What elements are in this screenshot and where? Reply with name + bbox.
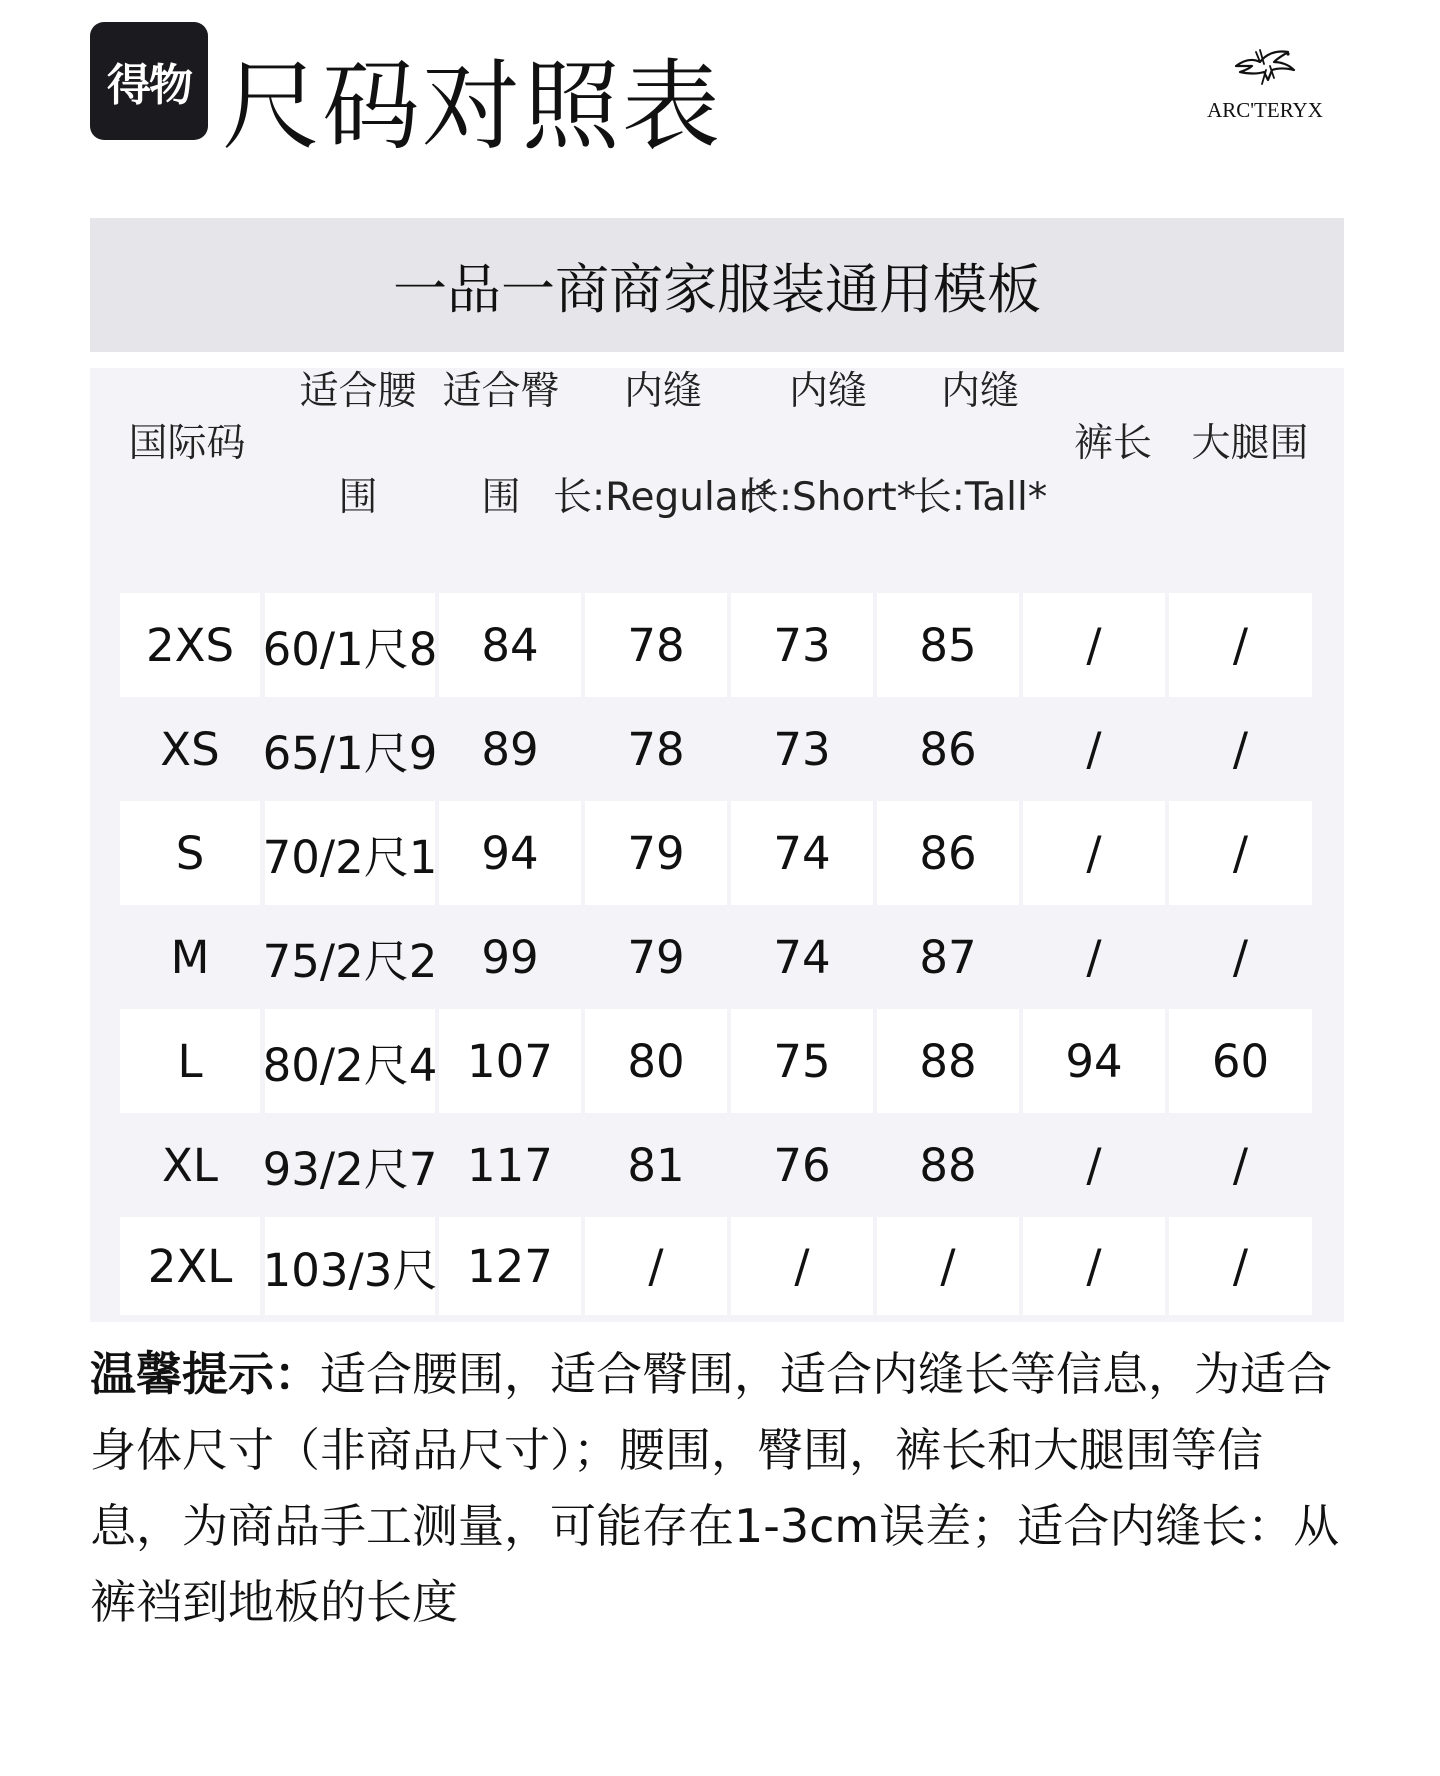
- table-cell: /: [585, 1217, 727, 1315]
- table-cell: 94: [439, 801, 581, 905]
- table-cell: 75/2尺2: [265, 905, 435, 1009]
- table-row: [0, 1009, 1440, 1113]
- table-cell: 79: [585, 801, 727, 905]
- table-cell: 76: [731, 1113, 873, 1217]
- table-cell: 89: [439, 697, 581, 801]
- table-cell: /: [1169, 1217, 1312, 1315]
- table-cell: 107: [439, 1009, 581, 1113]
- table-row: [0, 593, 1440, 697]
- size-label-cell: 2XS: [120, 593, 260, 697]
- column-header-bottom-5: 长:Tall*: [912, 475, 1048, 520]
- table-cell: /: [731, 1217, 873, 1315]
- size-label-cell: S: [120, 801, 260, 905]
- table-row: [0, 801, 1440, 905]
- size-label-cell: 2XL: [120, 1217, 260, 1315]
- column-header-top-3: 内缝: [623, 369, 702, 414]
- table-cell: /: [1023, 697, 1165, 801]
- table-cell: 80/2尺4: [265, 1009, 435, 1113]
- dewu-logo: 得物: [90, 22, 208, 140]
- table-row: [0, 905, 1440, 1009]
- table-cell: 127: [439, 1217, 581, 1315]
- column-header-bottom-2: 围: [481, 475, 521, 520]
- table-cell: 117: [439, 1113, 581, 1217]
- table-cell: 74: [731, 905, 873, 1009]
- table-cell: /: [1169, 905, 1312, 1009]
- column-header-mid-7: 大腿围: [1191, 421, 1309, 466]
- table-cell: /: [1169, 801, 1312, 905]
- size-label-cell: L: [120, 1009, 260, 1113]
- size-label-cell: XL: [120, 1113, 260, 1217]
- column-header-mid-0: 国际码: [128, 421, 246, 466]
- brand-wordmark: ARC'TERYX: [1207, 98, 1323, 122]
- table-cell: 85: [877, 593, 1019, 697]
- table-cell: 78: [585, 593, 727, 697]
- table-cell: /: [1023, 593, 1165, 697]
- table-cell: /: [877, 1217, 1019, 1315]
- table-cell: 86: [877, 801, 1019, 905]
- table-cell: 60/1尺8: [265, 593, 435, 697]
- template-banner: [90, 218, 1344, 352]
- table-row: [0, 1113, 1440, 1217]
- table-cell: /: [1169, 1113, 1312, 1217]
- table-cell: 93/2尺7: [265, 1113, 435, 1217]
- column-header-top-1: 适合腰: [299, 369, 417, 414]
- table-cell: 70/2尺1: [265, 801, 435, 905]
- table-row: [0, 697, 1440, 801]
- table-cell: 86: [877, 697, 1019, 801]
- tip-paragraph: [90, 1336, 1346, 1640]
- table-cell: 81: [585, 1113, 727, 1217]
- table-cell: /: [1169, 697, 1312, 801]
- table-cell: 74: [731, 801, 873, 905]
- page-title: 尺码对照表: [222, 50, 723, 164]
- table-cell: /: [1023, 905, 1165, 1009]
- table-cell: 78: [585, 697, 727, 801]
- archaeopteryx-icon: [1230, 44, 1300, 88]
- table-cell: /: [1169, 593, 1312, 697]
- table-cell: 73: [731, 697, 873, 801]
- table-row: [0, 1217, 1440, 1321]
- tip-label: 温馨提示：: [90, 1347, 320, 1401]
- table-cell: 84: [439, 593, 581, 697]
- table-cell: 73: [731, 593, 873, 697]
- table-cell: /: [1023, 1113, 1165, 1217]
- table-cell: 87: [877, 905, 1019, 1009]
- table-cell: 75: [731, 1009, 873, 1113]
- table-cell: 88: [877, 1009, 1019, 1113]
- size-label-cell: XS: [120, 697, 260, 801]
- template-title: 一品一商商家服装通用模板: [393, 257, 1041, 321]
- table-cell: 94: [1023, 1009, 1165, 1113]
- table-cell: 99: [439, 905, 581, 1009]
- table-cell: /: [1023, 1217, 1165, 1315]
- table-cell: 60: [1169, 1009, 1312, 1113]
- table-cell: 65/1尺9: [265, 697, 435, 801]
- column-header-mid-6: 裤长: [1073, 421, 1152, 466]
- column-header-top-4: 内缝: [788, 369, 867, 414]
- table-cell: /: [1023, 801, 1165, 905]
- size-label-cell: M: [120, 905, 260, 1009]
- column-header-bottom-3: 长:Regular*: [553, 475, 775, 520]
- column-header-top-5: 内缝: [940, 369, 1019, 414]
- table-cell: 103/3尺: [265, 1217, 435, 1315]
- table-cell: 80: [585, 1009, 727, 1113]
- column-header-top-2: 适合臀: [442, 369, 560, 414]
- tip-text: 适合腰围，适合臀围，适合内缝长等信息，为适合身体尺寸（非商品尺寸）；腰围，臀围，裤长和大腿围等信息，为商品手工测量，可能存在1-3cm误差；适合内缝长：从裤裆到地板的长度: [90, 1347, 1340, 1629]
- column-header-bottom-4: 长:Short*: [739, 475, 917, 520]
- table-cell: 79: [585, 905, 727, 1009]
- table-cell: 88: [877, 1113, 1019, 1217]
- arcteryx-logo: [1180, 38, 1350, 128]
- column-header-bottom-1: 围: [338, 475, 378, 520]
